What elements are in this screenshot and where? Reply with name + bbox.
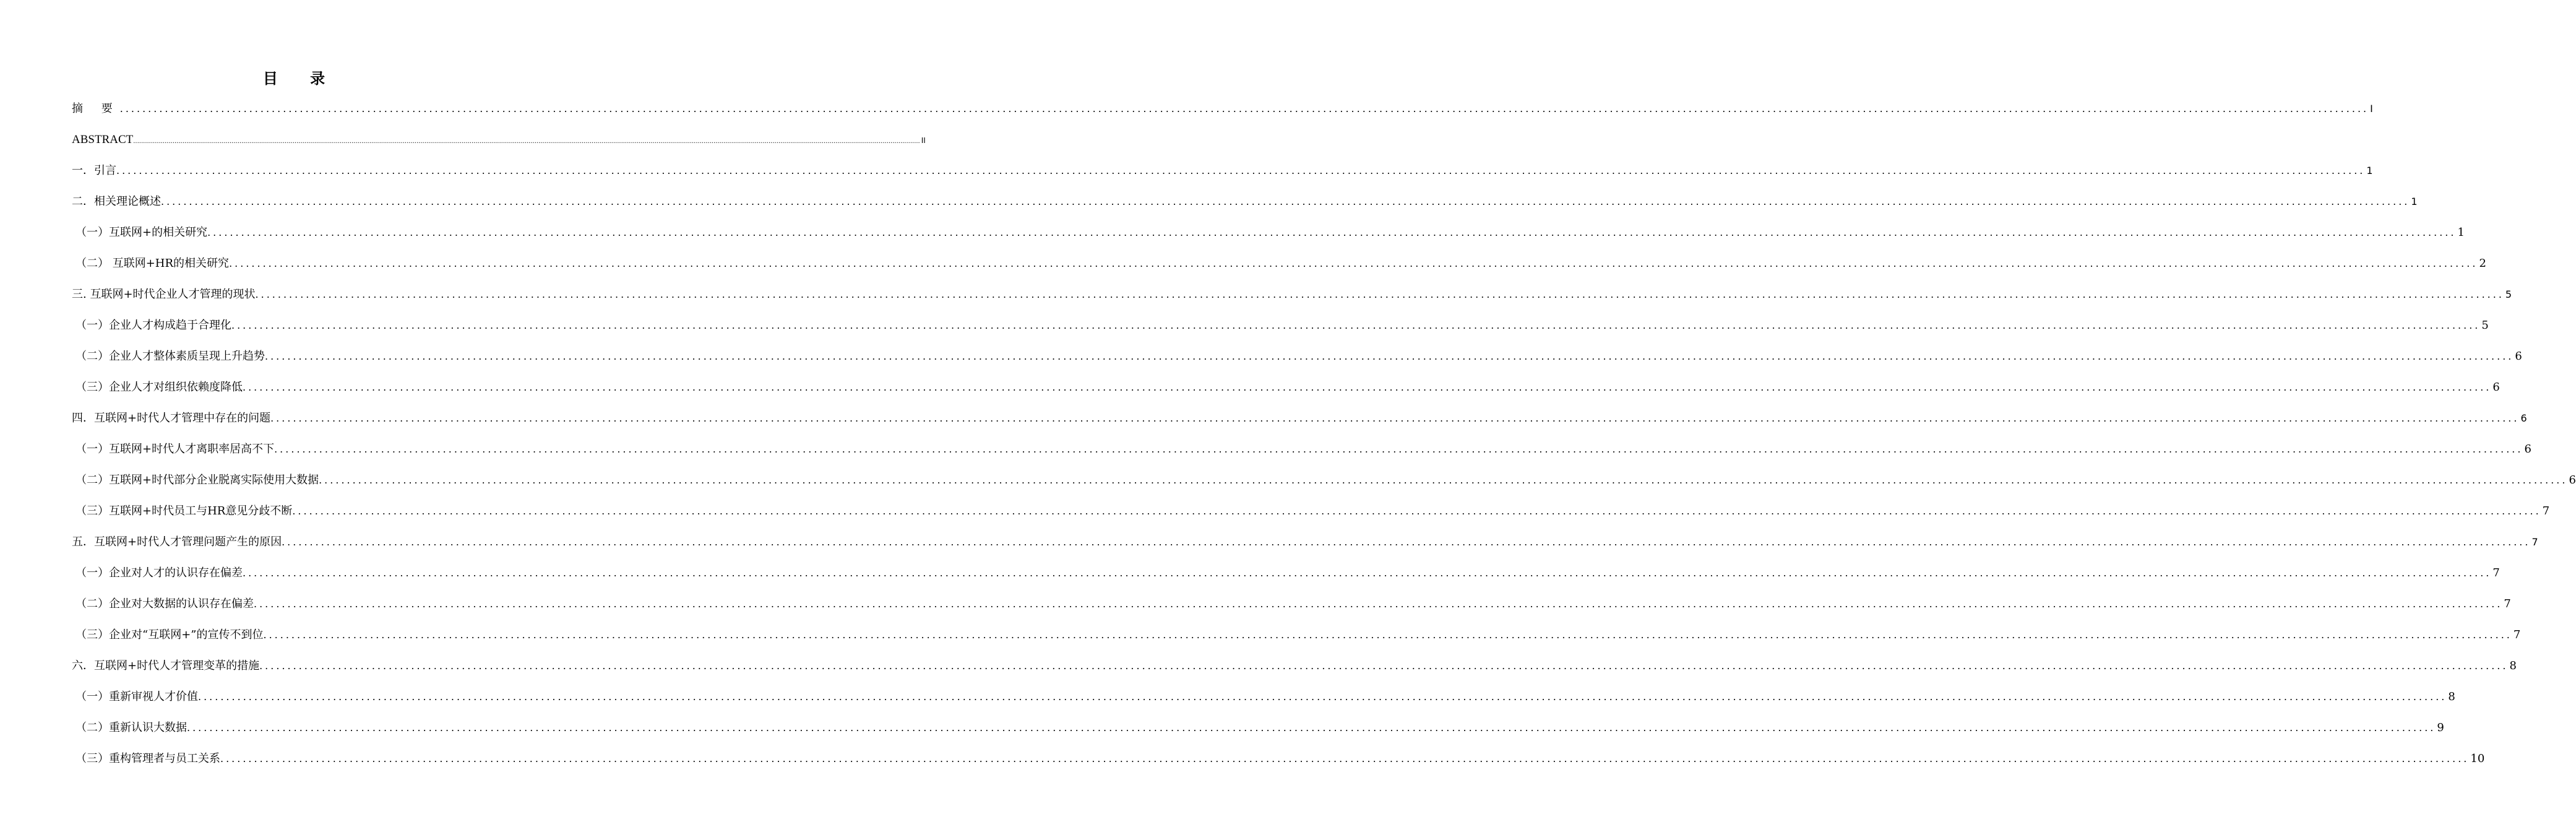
toc-entry-section-2[interactable] <box>72 191 2418 222</box>
toc-entry-text: 一．引言 <box>72 164 116 177</box>
toc-entry-section-4-1[interactable] <box>72 438 2531 469</box>
toc-entry-text: （一）互联网+的相关研究 <box>75 226 208 239</box>
toc-leader-dots: ................................................................................................................................................................................................................................................................................................................................................................................................................ <box>133 138 920 145</box>
toc-leader-dots: ................................................................................................................................................................................................................................................................................................................................................................................................................ <box>292 505 2541 517</box>
toc-leader-dots: ................................................................................................................................................................................................................................................................................................................................................................................................................ <box>265 350 2514 362</box>
toc-entry-section-5-2[interactable] <box>72 593 2511 624</box>
toc-leader-dots: ................................................................................................................................................................................................................................................................................................................................................................................................................ <box>207 227 2457 238</box>
toc-page-number: 7 <box>2531 536 2538 548</box>
toc-entry-text: （一）企业人才构成趋于合理化 <box>75 319 231 332</box>
toc-leader-dots: ................................................................................................................................................................................................................................................................................................................................................................................................................ <box>319 474 2568 486</box>
toc-list <box>72 98 2576 779</box>
toc-page-number: 1 <box>2366 165 2373 176</box>
toc-entry-text: 四．互联网+时代人才管理中存在的问题 <box>72 412 271 425</box>
toc-leader-dots: ................................................................................................................................................................................................................................................................................................................................................................................................................ <box>198 691 2447 703</box>
toc-page-number: 9 <box>2437 721 2444 734</box>
toc-leader-dots: ................................................................................................................................................................................................................................................................................................................................................................................................................ <box>254 598 2503 610</box>
toc-entry-text: （一）企业对人才的认识存在偏差 <box>75 566 243 579</box>
toc-entry-section-4[interactable] <box>72 407 2527 438</box>
toc-page-number: 6 <box>2515 350 2522 363</box>
toc-leader-dots: ................................................................................................................................................................................................................................................................................................................................................................................................................ <box>259 660 2509 672</box>
toc-leader-dots: ................................................................................................................................................................................................................................................................................................................................................................................................................ <box>274 443 2523 455</box>
toc-page-number: 7 <box>2513 628 2521 641</box>
toc-entry-text: （二）重新认识大数据 <box>75 721 187 734</box>
toc-entry-section-1[interactable] <box>72 160 2373 191</box>
toc-entry-section-2-2[interactable] <box>72 253 2486 284</box>
toc-page-number: 2 <box>2479 257 2486 270</box>
toc-entry-section-5-3[interactable] <box>72 624 2521 655</box>
toc-entry-abstract-cn[interactable] <box>72 98 2373 129</box>
toc-page-number: 5 <box>2505 288 2512 300</box>
toc-entry-abstract-en[interactable] <box>72 129 926 160</box>
toc-entry-text: （一）重新审视人才价值 <box>75 690 198 703</box>
toc-leader-dots: ................................................................................................................................................................................................................................................................................................................................................................................................................ <box>243 381 2492 393</box>
toc-page-number: 5 <box>2481 319 2489 332</box>
toc-page-number: 1 <box>2411 196 2418 207</box>
toc-page-number: I <box>2370 103 2373 115</box>
toc-entry-section-2-1[interactable] <box>72 222 2465 253</box>
toc-entry-text: 二．相关理论概述 <box>72 195 161 208</box>
toc-entry-section-5-1[interactable] <box>72 562 2500 593</box>
toc-entry-section-6-3[interactable] <box>72 748 2485 779</box>
toc-leader-dots: ................................................................................................................................................................................................................................................................................................................................................................................................................ <box>282 536 2531 548</box>
toc-page-number: 1 <box>2457 226 2465 239</box>
toc-page-number: 10 <box>2470 752 2485 765</box>
toc-entry-text: 六．互联网+时代人才管理变革的措施 <box>72 659 260 672</box>
toc-entry-text: 五．互联网+时代人才管理问题产生的原因 <box>72 535 282 548</box>
toc-entry-text: （二）企业对大数据的认识存在偏差 <box>75 597 254 610</box>
toc-page-number: 6 <box>2524 443 2531 456</box>
toc-entry-text: （三）重构管理者与员工关系 <box>75 752 220 765</box>
toc-leader-dots: ................................................................................................................................................................................................................................................................................................................................................................................................................ <box>116 165 2366 176</box>
toc-leader-dots: ................................................................................................................................................................................................................................................................................................................................................................................................................ <box>187 722 2436 734</box>
toc-page-number: 6 <box>2492 381 2500 394</box>
toc-leader-dots: ................................................................................................................................................................................................................................................................................................................................................................................................................ <box>255 288 2504 300</box>
toc-leader-dots: ................................................................................................................................................................................................................................................................................................................................................................................................................ <box>119 103 2369 115</box>
toc-entry-text: （二）企业人才整体素质呈现上升趋势 <box>75 350 265 363</box>
toc-entry-section-3-3[interactable] <box>72 376 2500 407</box>
toc-entry-section-6-1[interactable] <box>72 686 2455 717</box>
toc-page-number: 8 <box>2509 659 2517 672</box>
toc-leader-dots: ................................................................................................................................................................................................................................................................................................................................................................................................................ <box>231 319 2481 331</box>
toc-page-number: 7 <box>2492 566 2500 579</box>
toc-page-number: 6 <box>2569 474 2576 487</box>
toc-entry-text: （一）互联网+时代人才离职率居高不下 <box>75 443 275 456</box>
toc-entry-section-3[interactable] <box>72 284 2512 314</box>
toc-entry-text: 摘 要 <box>72 102 120 115</box>
toc-title: 目 录 <box>262 69 339 87</box>
toc-leader-dots: ................................................................................................................................................................................................................................................................................................................................................................................................................ <box>243 567 2492 579</box>
toc-entry-section-6-2[interactable] <box>72 717 2444 748</box>
toc-entry-text: （三）互联网+时代员工与HR意见分歧不断 <box>75 505 293 518</box>
toc-entry-text: （二）互联网+时代部分企业脱离实际使用大数据 <box>75 474 319 487</box>
toc-entry-text: （二） 互联网+HR的相关研究 <box>75 257 230 270</box>
toc-page-number: II <box>921 136 926 145</box>
toc-page-number: 8 <box>2448 690 2455 703</box>
toc-entry-text: （三）企业对“互联网+”的宣传不到位 <box>75 628 264 641</box>
toc-leader-dots: ................................................................................................................................................................................................................................................................................................................................................................................................................ <box>270 412 2520 424</box>
toc-page-number: 7 <box>2504 597 2511 610</box>
toc-entry-text: ABSTRACT <box>72 133 134 146</box>
toc-entry-section-3-2[interactable] <box>72 345 2522 376</box>
toc-entry-text: 三. 互联网+时代企业人才管理的现状 <box>72 288 256 301</box>
toc-leader-dots: ................................................................................................................................................................................................................................................................................................................................................................................................................ <box>229 258 2478 269</box>
toc-page-number: 7 <box>2542 505 2550 518</box>
toc-page-number: 6 <box>2520 412 2527 424</box>
toc-leader-dots: ................................................................................................................................................................................................................................................................................................................................................................................................................ <box>263 629 2512 641</box>
toc-entry-section-4-3[interactable] <box>72 500 2550 531</box>
toc-leader-dots: ................................................................................................................................................................................................................................................................................................................................................................................................................ <box>220 753 2470 765</box>
toc-entry-section-5[interactable] <box>72 531 2538 562</box>
toc-leader-dots: ................................................................................................................................................................................................................................................................................................................................................................................................................ <box>161 196 2410 207</box>
toc-entry-text: （三）企业人才对组织依赖度降低 <box>75 381 243 394</box>
toc-entry-section-3-1[interactable] <box>72 314 2489 345</box>
toc-entry-section-4-2[interactable] <box>72 469 2576 500</box>
toc-entry-section-6[interactable] <box>72 655 2517 686</box>
